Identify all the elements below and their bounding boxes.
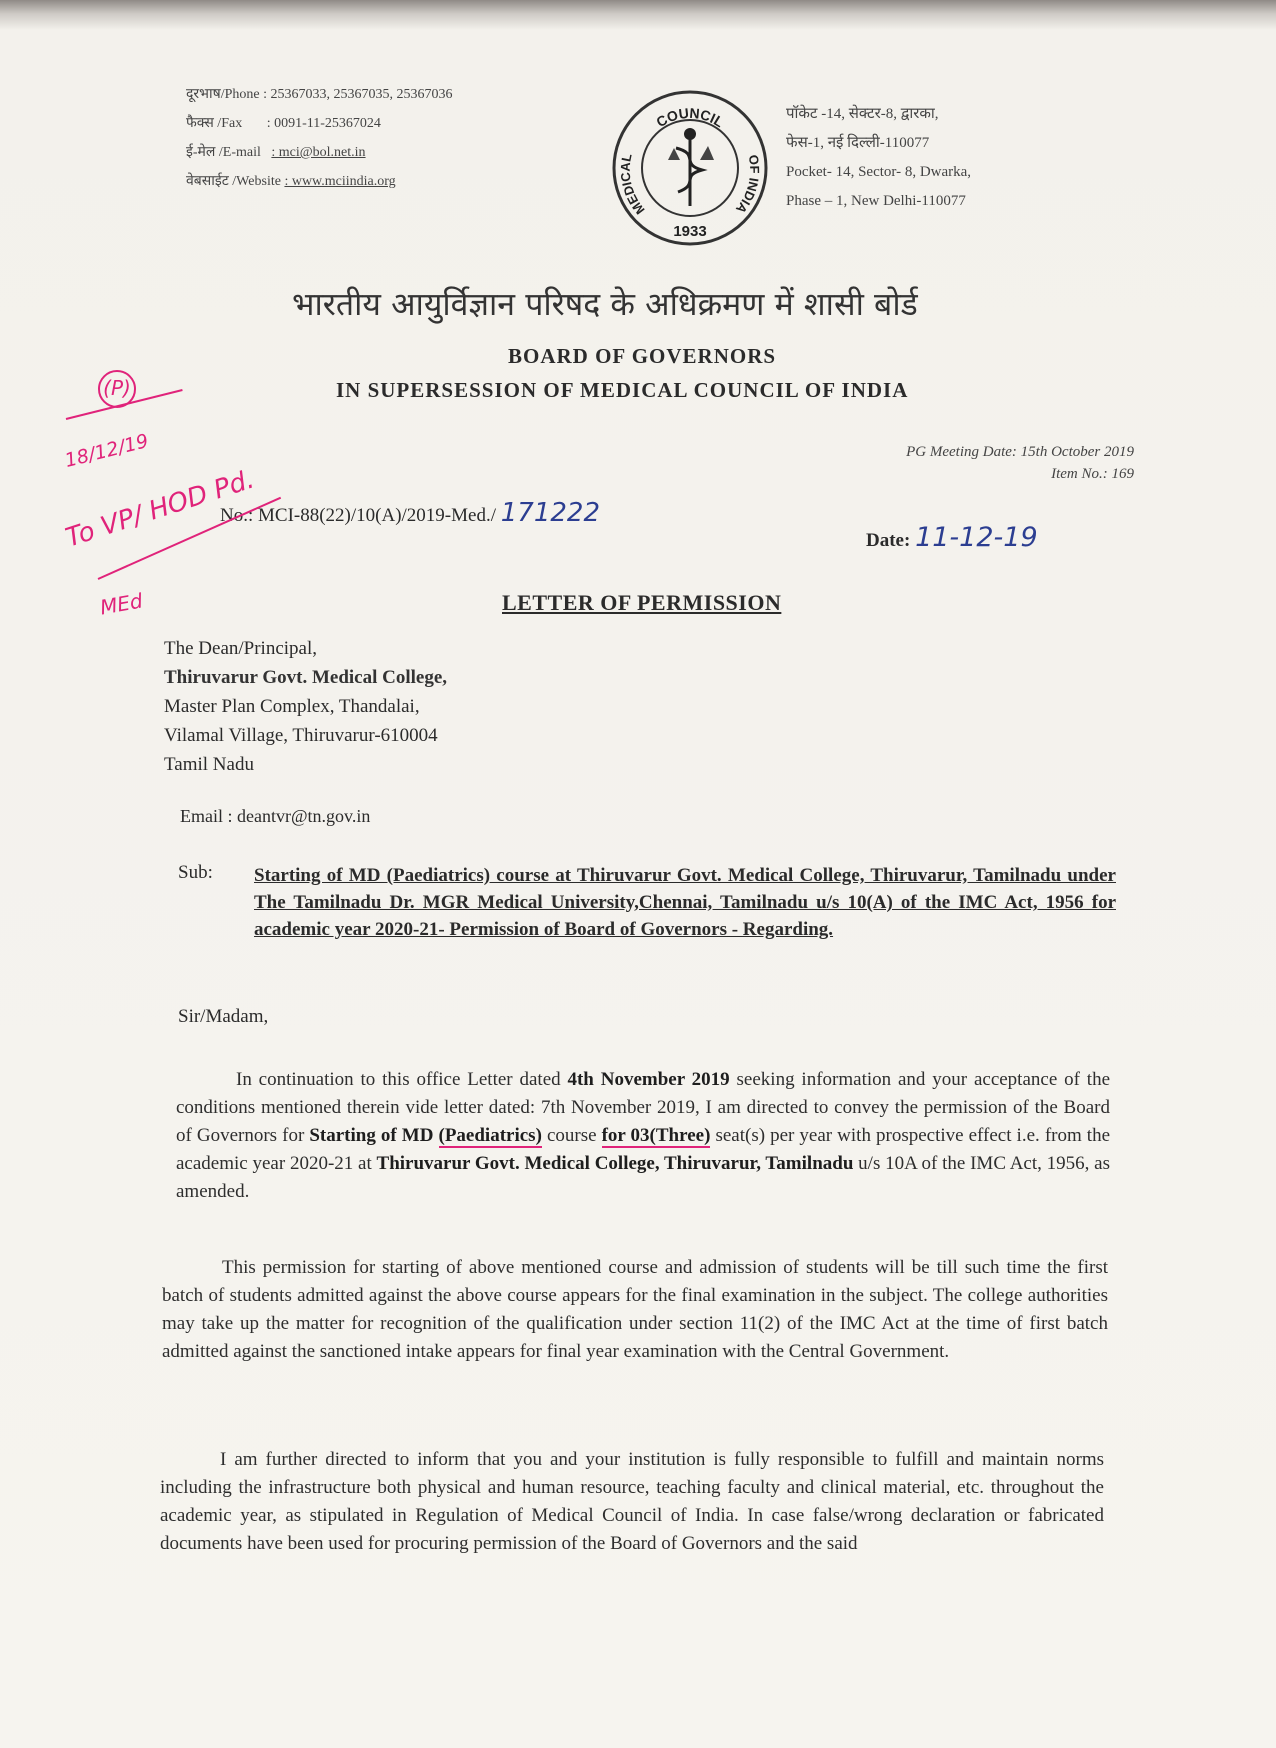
subject-label: Sub:	[178, 862, 213, 883]
phone-line: दूरभाष/Phone : 25367033, 25367035, 25367036	[186, 87, 453, 102]
address-line-hindi-1: पॉकेट -14, सेक्टर-8, द्वारका,	[786, 106, 939, 122]
paragraph-3: I am further directed to inform that you and your institution is fully responsible to fulfill and maintain norms including the infrastructure both physical and human resource, teaching faculty and clinical material, etc. throughout the academic year, as stipulated in Regulation of Medical Council of India. In case false/wrong declaration or fabricated documents have been used for procuring permission of the Board of Governors and the said	[160, 1449, 1104, 1554]
annotation-initials: MEd	[98, 588, 145, 620]
website-line: वेबसाईट /Website : www.mciindia.org	[186, 174, 396, 189]
annotation-circle-mark: (P)	[98, 370, 136, 408]
org-title-line1: BOARD OF GOVERNORS	[508, 344, 777, 368]
address-line-2: Phase – 1, New Delhi-110077	[786, 193, 966, 209]
annotation-forward: To VP/ HOD Pd.	[62, 464, 258, 554]
address-block	[786, 100, 1086, 216]
org-hindi-title: भारतीय आयुर्विज्ञान परिषद के अधिक्रमण में शासी बोर्ड	[292, 285, 918, 323]
meeting-date: PG Meeting Date: 15th October 2019	[906, 444, 1134, 460]
address-line-1: Pocket- 14, Sector- 8, Dwarka,	[786, 164, 972, 180]
email-line: ई-मेल /E-mail : mci@bol.net.in	[186, 145, 366, 160]
handwritten-ref-number: 171222	[500, 498, 601, 528]
fax-line: फैक्स /Fax : 0091-11-25367024	[186, 116, 381, 131]
handwritten-date: 11-12-19	[915, 522, 1038, 553]
annotation-date: 18/12/19	[62, 430, 151, 472]
addressee-line-1: The Dean/Principal,	[164, 638, 318, 659]
addressee-block	[164, 634, 764, 779]
letter-title: LETTER OF PERMISSION	[502, 590, 782, 615]
addressee-email: Email : deantvr@tn.gov.in	[180, 806, 371, 826]
mci-seal-icon	[610, 88, 770, 248]
meeting-item: Item No.: 169	[1051, 466, 1134, 482]
paragraph-2: This permission for starting of above mentioned course and admission of students will be till such time the first batch of students admitted against the above course appears for the final examination in the subject. The college authorities may take up the matter for recognition of the qualification under section 11(2) of the IMC Act at the time of first batch admitted against the sanctioned intake appears for final year examination with the Central Government.	[162, 1257, 1108, 1362]
svg-text:COUNCIL: COUNCIL	[653, 104, 727, 131]
paragraph-1: In continuation to this office Letter dated 4th November 2019 seeking information and your acceptance of the conditions mentioned therein vide letter dated: 7th November 2019, I am directed to convey the permission of the Board of Governors for Starting of MD (Paediatrics) course for 03(Three) seat(s) per year with prospective effect i.e. from the academic year 2020-21 at Thiruvarur Govt. Medical College, Thiruvarur, Tamilnadu u/s 10A of the IMC Act, 1956, as amended.	[176, 1069, 1111, 1202]
address-line-hindi-2: फेस-1, नई दिल्ली-110077	[786, 135, 930, 151]
svg-text:1933: 1933	[673, 223, 707, 240]
addressee-line-4: Vilamal Village, Thiruvarur-610004	[164, 725, 438, 746]
subject-text: Starting of MD (Paediatrics) course at Thiruvarur Govt. Medical College, Thiruvarur, Tamilnadu under The Tamilnadu Dr. MGR Medical University,Chennai, Tamilnadu u/s 10(A) of the IMC Act, 1956 for academic year 2020-21- Permission of Board of Governors - Regarding.	[254, 865, 1116, 940]
addressee-line-5: Tamil Nadu	[164, 754, 254, 775]
salutation: Sir/Madam,	[178, 1006, 269, 1027]
addressee-line-3: Master Plan Complex, Thandalai,	[164, 696, 420, 717]
addressee-line-2: Thiruvarur Govt. Medical College,	[164, 667, 448, 688]
reference-date: Date: 11-12-19	[866, 522, 1038, 553]
svg-text:MEDICAL: MEDICAL	[617, 152, 648, 218]
org-title-line2: IN SUPERSESSION OF MEDICAL COUNCIL OF INDIA	[336, 378, 909, 402]
reference-number: No.: MCI-88(22)/10(A)/2019-Med./ 171222	[220, 498, 601, 528]
contact-block	[186, 80, 586, 196]
svg-text:OF INDIA: OF INDIA	[733, 153, 763, 217]
